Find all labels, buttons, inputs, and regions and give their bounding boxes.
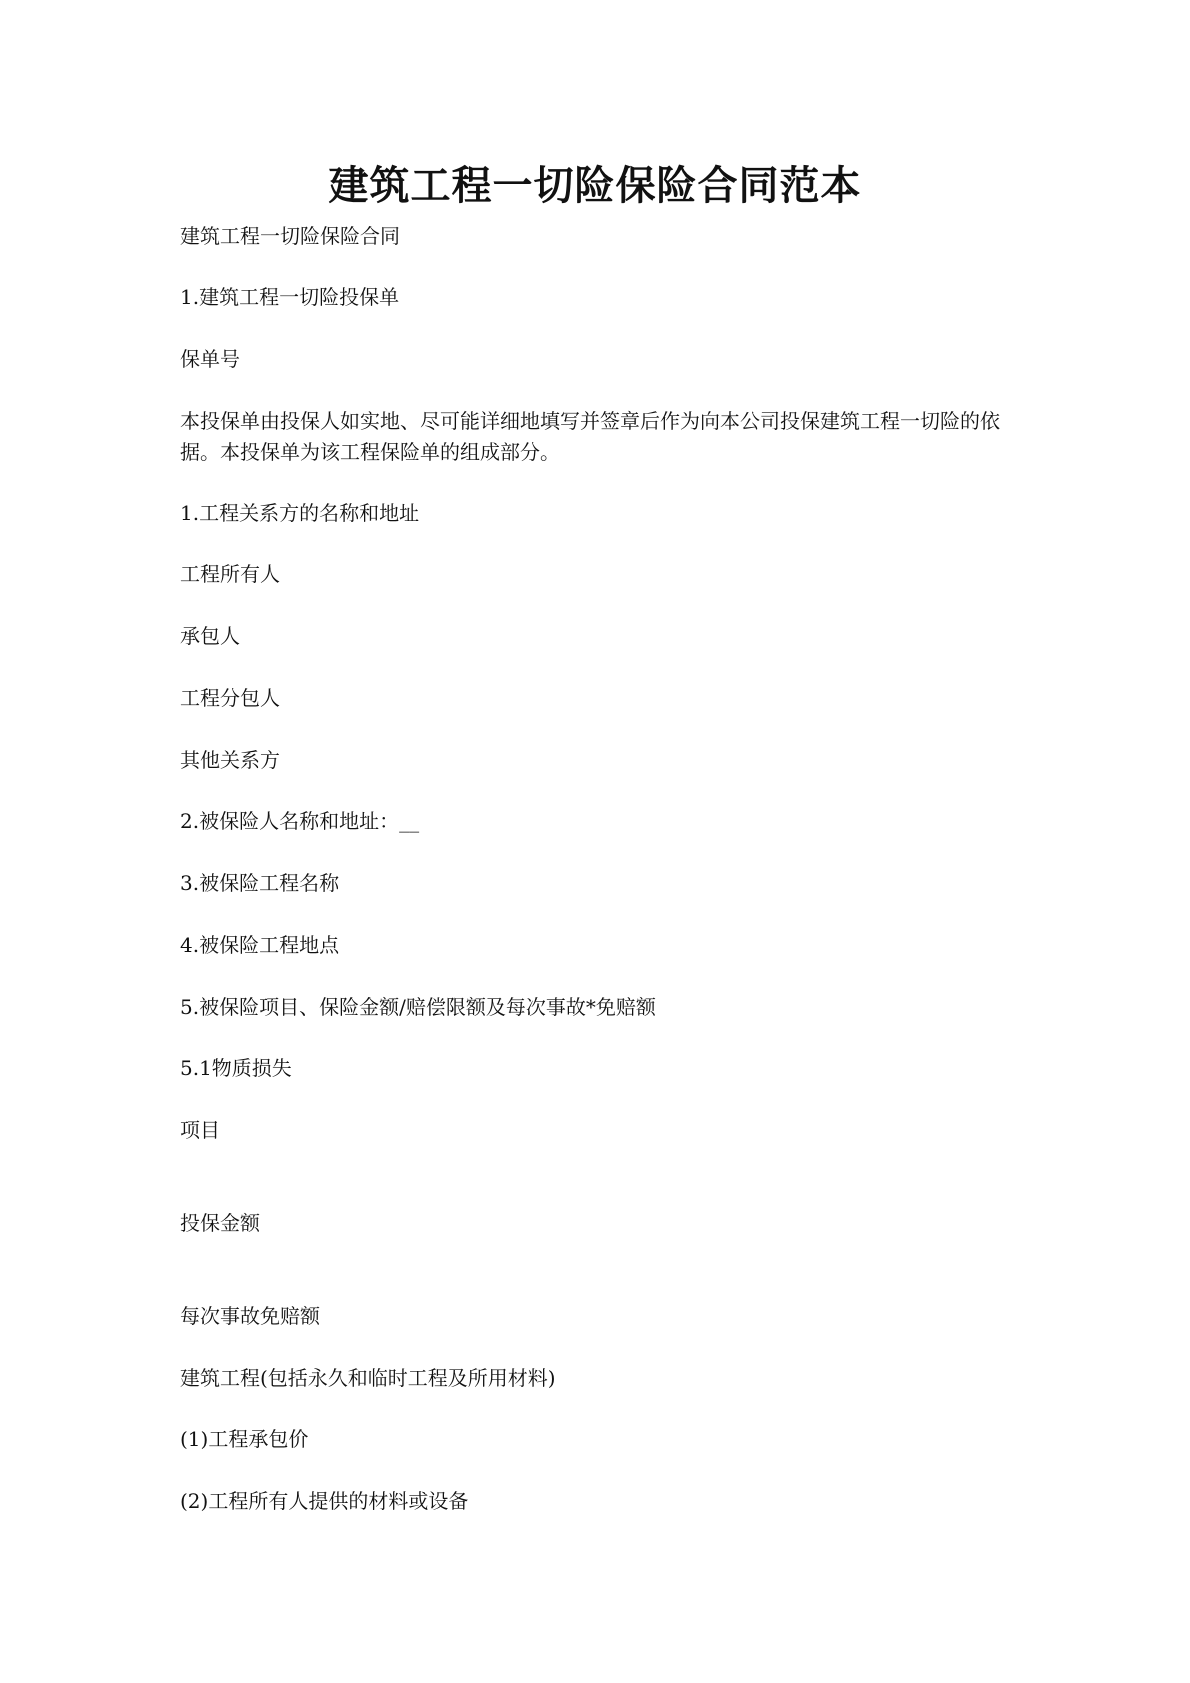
paragraph-other-parties: 其他关系方: [180, 748, 280, 772]
paragraph-owner-materials: (2)工程所有人提供的材料或设备: [180, 1489, 469, 1513]
paragraph-parties: 1.工程关系方的名称和地址: [180, 501, 420, 525]
paragraph-project-location: 4.被保险工程地点: [180, 933, 340, 957]
paragraph-insured-amount: 投保金额: [180, 1211, 260, 1235]
paragraph-policy-number: 保单号: [180, 347, 240, 371]
paragraph-construction-works: 建筑工程(包括永久和临时工程及所用材料): [180, 1366, 556, 1390]
document-title: 建筑工程一切险保险合同范本: [328, 162, 862, 209]
paragraph-contractor: 承包人: [180, 624, 240, 648]
paragraph-item: 项目: [180, 1118, 220, 1142]
paragraph-contract-price: (1)工程承包价: [180, 1427, 309, 1451]
paragraph-project-name: 3.被保险工程名称: [180, 871, 340, 895]
paragraph-material-loss: 5.1物质损失: [180, 1056, 292, 1080]
paragraph-deductible: 每次事故免赔额: [180, 1304, 320, 1328]
paragraph-section-heading: 1.建筑工程一切险投保单: [180, 285, 400, 309]
paragraph-insured-name: 2.被保险人名称和地址：__: [180, 809, 420, 833]
paragraph-subcontractor: 工程分包人: [180, 686, 280, 710]
paragraph-owner: 工程所有人: [180, 562, 280, 586]
paragraph-intro: 本投保单由投保人如实地、尽可能详细地填写并签章后作为向本公司投保建筑工程一切险的依据。本投保单为该工程保险单的组成部分。: [180, 409, 1000, 464]
paragraph-contract-name: 建筑工程一切险保险合同: [180, 224, 400, 248]
paragraph-insured-items: 5.被保险项目、保险金额/赔偿限额及每次事故*免赔额: [180, 995, 656, 1019]
